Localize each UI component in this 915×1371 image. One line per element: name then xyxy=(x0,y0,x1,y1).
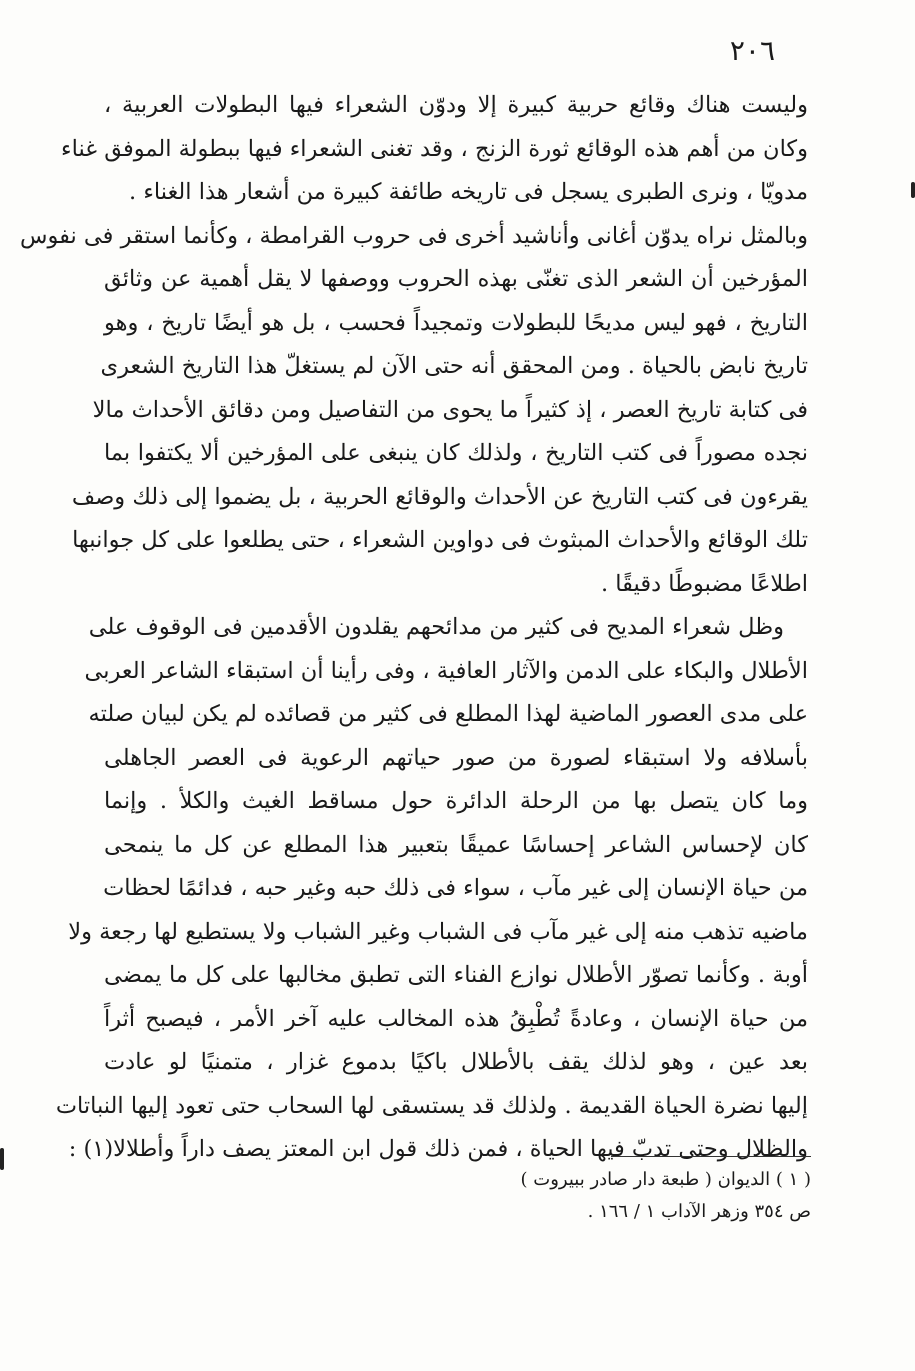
text-line: بعد عين ، وهو لذلك يقف بالأطلال باكيًا بدموع غزار ، متمنيًا لو عادت xyxy=(104,1049,808,1075)
paragraph-2 xyxy=(55,606,808,1172)
paragraph-1 xyxy=(20,84,808,606)
scan-margin-mark xyxy=(911,182,915,198)
text-line: وبالمثل نراه يدوّن أغانى وأناشيد أخرى فى حروب القرامطة ، وكأنما استقر فى نفوس xyxy=(20,222,808,249)
text-line: وما كان يتصل بها من الرحلة الدائرة حول مساقط الغيث والكلأ . وإنما xyxy=(104,788,808,814)
footnote-line: ( ١ ) الديوان ( طبعة دار صادر ببيروت ) xyxy=(520,1169,811,1190)
text-line: تلك الوقائع والأحداث المبثوث فى دواوين الشعراء ، حتى يطلعوا على كل جوانبها xyxy=(72,527,808,553)
text-line: كان لإحساس الشاعر إحساسًا عميقًا بتعبير هذا المطلع عن كل ما ينمحى xyxy=(104,831,808,858)
page-number: ٢٠٦ xyxy=(729,34,775,67)
text-line: والظلال وحتى تدبّ فيها الحياة ، فمن ذلك قول ابن المعتز يصف داراً وأطلالا(١) : xyxy=(68,1136,808,1162)
text-line: التاريخ ، فهو ليس مديحًا للبطولات وتمجيداً فحسب ، بل هو أيضًا تاريخ ، وهو xyxy=(104,309,808,336)
text-line: الأطلال والبكاء على الدمن والآثار العافية ، وفى رأينا أن استبقاء الشاعر العربى xyxy=(84,657,808,684)
body-text xyxy=(20,84,808,1172)
text-line: إليها نضرة الحياة القديمة . ولذلك قد يستسقى لها السحاب حتى تعود إليها النباتات xyxy=(55,1092,808,1119)
text-line: بأسلافه ولا استبقاء لصورة من صور حياتهم الرعوية فى العصر الجاهلى xyxy=(104,744,808,771)
text-line: من حياة الإنسان ، وعادةً تُطْبِقُ هذه المخالب عليه آخر الأمر ، فيصبح أثراً xyxy=(104,1005,808,1032)
text-line: أوبة . وكأنما تصوّر الأطلال نوازع الفناء التى تطبق مخالبها على كل ما يمضى xyxy=(104,962,808,988)
text-line: وليست هناك وقائع حربية كبيرة إلا ودوّن الشعراء فيها البطولات العربية ، xyxy=(104,92,808,118)
text-line: وظل شعراء المديح فى كثير من مدائحهم يقلدون الأقدمين فى الوقوف على xyxy=(88,614,784,640)
text-line: على مدى العصور الماضية لهذا المطلع فى كثير من قصائده لم يكن لبيان صلته xyxy=(88,701,808,727)
footnote-line: ص ٣٥٤ وزهر الآداب ١ / ١٦٦ . xyxy=(587,1201,811,1222)
text-line: نجده مصوراً فى كتب التاريخ ، ولذلك كان ينبغى على المؤرخين ألا يكتفوا بما xyxy=(104,440,808,466)
text-line: فى كتابة تاريخ العصر ، إذ كثيراً ما يحوى من التفاصيل ومن دقائق الأحداث مالا xyxy=(92,396,808,423)
scan-margin-mark xyxy=(0,1148,4,1170)
text-line: تاريخ نابض بالحياة . ومن المحقق أنه حتى الآن لم يستغلّ هذا التاريخ الشعرى xyxy=(100,353,808,379)
footnote-divider xyxy=(611,1156,811,1157)
text-line: اطلاعًا مضبوطًا دقيقًا . xyxy=(600,570,808,597)
text-line: يقرءون فى كتب التاريخ عن الأحداث والوقائع الحربية ، بل يضموا إلى ذلك وصف xyxy=(71,483,808,510)
text-line: وكان من أهم هذه الوقائع ثورة الزنج ، وقد تغنى الشعراء فيها ببطولة الموفق غناء xyxy=(61,135,808,162)
text-line: من حياة الإنسان إلى غير مآب ، سواء فى ذلك حبه وغير حبه ، فدائمًا لحظات xyxy=(103,875,808,901)
footnotes xyxy=(391,1164,811,1228)
text-line: مدويّا ، ونرى الطبرى يسجل فى تاريخه طائفة كبيرة من أشعار هذا الغناء . xyxy=(129,179,808,205)
text-line: ماضيه تذهب منه إلى غير مآب فى الشباب وغير الشباب ولا يستطيع لها رجعة ولا xyxy=(68,918,808,945)
text-line: المؤرخين أن الشعر الذى تغنّى بهذه الحروب ووصفها لا يقل أهمية عن وثائق xyxy=(104,266,808,292)
